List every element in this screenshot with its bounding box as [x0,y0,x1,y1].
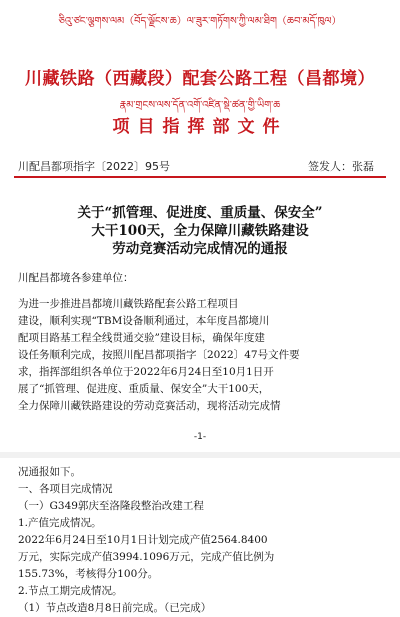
body-line: 求，指挥部组织各单位于2022年6月24日至10月1日开 [18,366,274,378]
page2-line: 1.产值完成情况。 [18,517,102,529]
document-meta-row [18,158,382,174]
header-title-line2: 项目指挥部文件 [112,117,288,137]
notice-title-line1: 关于“抓管理、促进度、重质量、保安全” [77,205,323,221]
page2-line: （1）节点改造8月8日前完成。（已完成） [18,602,212,614]
section-heading: 一、各项目完成情况 [18,483,113,495]
page2-line: 2.节点工期完成情况。 [18,585,123,597]
notice-title-line3: 劳动竞赛活动完成情况的通报 [112,241,288,257]
page2-line: 万元，实际完成产值3994.1096万元，完成产值比例为 [18,551,275,563]
subsection-heading: （一）G349郭庆至洛隆段整治改建工程 [18,500,204,512]
document-header [0,0,400,136]
tibetan-header-line1: ཅིའུ་ཙང་ལྕགས་ལམ（བོད་ལྗོངས་ཆ）ལ་ཟུར་གཏོགས་ཀྱི་ལམ་ཐིག（ཆབ་མདོ་ཁུལ） [58,16,342,27]
body-paragraph [18,296,382,415]
tibetan-header-line2: རྣམ་གྲངས་ལས་དོན་འགོ་འཛིན་སྡེ་ཚན་གྱི་ཡིག་ཆ [119,100,281,111]
signer: 签发人：张磊 [308,160,374,173]
page2-line: 况通报如下。 [18,466,81,478]
page-number: -1- [193,432,207,442]
notice-title-line2: 大干100天，全力保障川藏铁路建设 [91,223,309,239]
page-separator [0,452,400,458]
document-number: 川配昌都项指字〔2022〕95号 [18,160,170,173]
page2-content [18,464,382,617]
body-line: 全力保障川藏铁路建设的劳动竞赛活动，现将活动完成情 [18,400,281,412]
header-title-line1: 川藏铁路（西藏段）配套公路工程（昌都境） [25,69,375,89]
salutation: 川配昌都境各参建单位： [18,272,134,284]
red-divider-line [14,176,386,178]
body-line: 配项目路基工程全线贯通交验”建设目标，确保年度建 [18,332,265,344]
body-line: 设任务顺利完成，按照川配昌都项指字〔2022〕47号文件要 [18,349,300,361]
body-line: 展了“抓管理、促进度、重质量、保安全”大干100天， [18,383,270,395]
body-line: 为进一步推进昌都境川藏铁路配套公路工程项目 [18,298,239,310]
page2-line: 2022年6月24日至10月1日计划完成产值2564.8400 [18,534,268,546]
body-line: 建设，顺利实现“TBM设备顺利通过，本年度昌都境川 [18,315,270,327]
page2-line: 155.73%，考核得分100分。 [18,568,159,580]
